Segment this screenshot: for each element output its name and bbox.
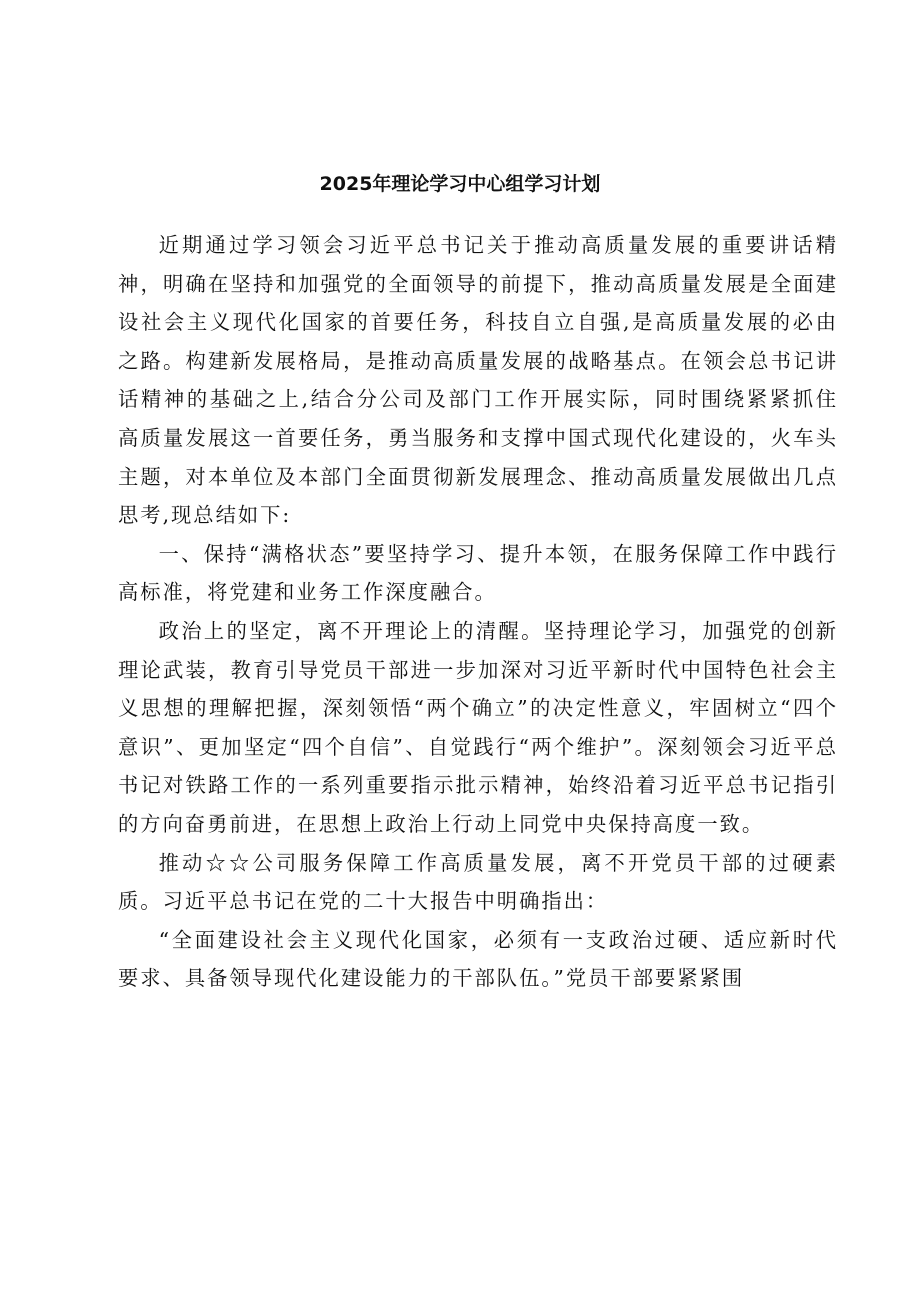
- paragraph-section-one-heading: 一、保持“满格状态”要坚持学习、提升本领，在服务保障工作中践行高标准，将党建和业务工作深度融合。: [118, 541, 838, 605]
- document-title: 2025年理论学习中心组学习计划: [319, 173, 601, 195]
- paragraph-intro: 近期通过学习领会习近平总书记关于推动高质量发展的重要讲话精神，明确在坚持和加强党的全面领导的前提下，推动高质量发展是全面建设社会主义现代化国家的首要任务，科技自立自强,是高质量发展的必由之路。构建新发展格局，是推动高质量发展的战略基点。在领会总书记讲话精神的基础之上,结合分公司及部门工作开展实际，同时围绕紧紧抓住高质量发展这一首要任务，勇当服务和支撑中国式现代化建设的，火车头主题，对本单位及本部门全面贯彻新发展理念、推动高质量发展做出几点思考,现总结如下:: [118, 233, 838, 528]
- paragraph-cadre-quality: 推动☆☆公司服务保障工作高质量发展，离不开党员干部的过硬素质。习近平总书记在党的二十大报告中明确指出：: [118, 850, 838, 914]
- paragraph-quotation: “全面建设社会主义现代化国家，必须有一支政治过硬、适应新时代要求、具备领导现代化建设能力的干部队伍。”党员干部要紧紧围: [118, 927, 838, 991]
- paragraph-political-firmness: 政治上的坚定，离不开理论上的清醒。坚持理论学习，加强党的创新理论武装，教育引导党员干部进一步加深对习近平新时代中国特色社会主义思想的理解把握，深刻领悟“两个确立”的决定性意义，牢固树立“四个意识”、更加坚定“四个自信”、自觉践行“两个维护”。深刻领会习近平总书记对铁路工作的一系列重要指示批示精神，始终沿着习近平总书记指引的方向奋勇前进，在思想上政治上行动上同党中央保持高度一致。: [118, 618, 838, 836]
- document-body: [118, 226, 838, 998]
